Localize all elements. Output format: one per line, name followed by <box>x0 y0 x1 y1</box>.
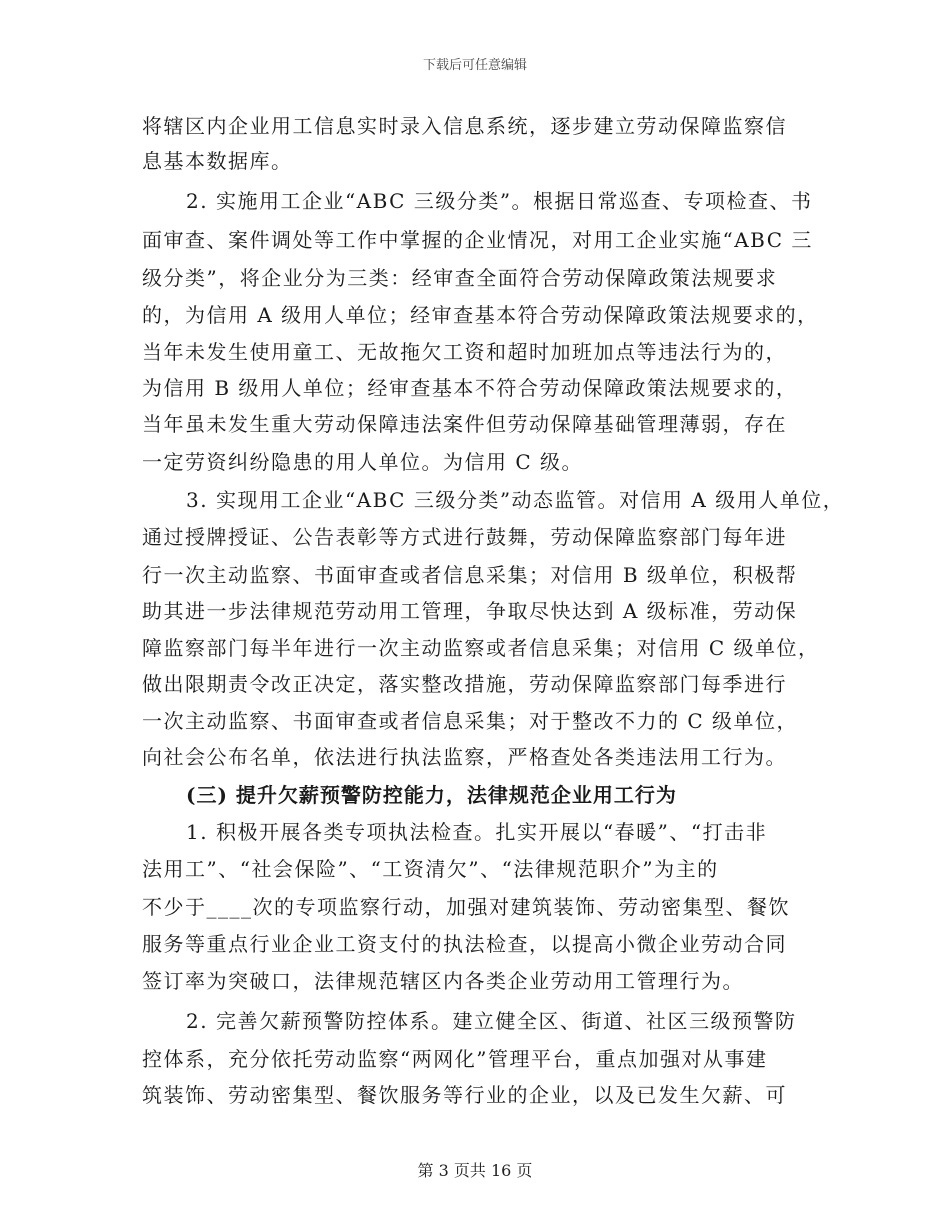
text-line: 一次主动监察、书面审查或者信息采集；对于整改不力的 C 级单位， <box>142 709 799 733</box>
text-line: 1. 积极开展各类专项执法检查。扎实开展以“春暖”、“打击非 <box>186 820 768 844</box>
text-line: 2. 完善欠薪预警防控体系。建立健全区、街道、社区三级预警防 <box>186 1009 797 1033</box>
section-heading: (三) 提升欠薪预警防控能力，法律规范企业用工行为 <box>186 783 677 807</box>
text-line: 2. 实施用工企业“ABC 三级分类”。根据日常巡查、专项检查、书 <box>186 189 813 213</box>
text-line: 的，为信用 A 级用人单位；经审查基本符合劳动保障政策法规要求的， <box>142 303 819 327</box>
text-line: 将辖区内企业用工信息实时录入信息系统，逐步建立劳动保障监察信 <box>142 114 787 138</box>
text-line: 面审查、案件调处等工作中掌握的企业情况，对用工企业实施“ABC 三 <box>142 228 813 252</box>
text-line: 服务等重点行业企业工资支付的执法检查，以提高小微企业劳动合同 <box>142 932 787 956</box>
text-line: 向社会公布名单，依法进行执法监察，严格查处各类违法用工行为。 <box>142 745 787 769</box>
page-footer: 第 3 页共 16 页 <box>417 1161 533 1180</box>
text-line: 做出限期责令改正决定，落实整改措施，劳动保障监察部门每季进行 <box>142 672 787 696</box>
text-line: 级分类”，将企业分为三类：经审查全面符合劳动保障政策法规要求 <box>142 266 778 290</box>
text-line: 一定劳资纠纷隐患的用人单位。为信用 C 级。 <box>142 450 584 474</box>
text-line: 当年虽未发生重大劳动保障违法案件但劳动保障基础管理薄弱，存在 <box>142 412 787 436</box>
text-line: 法用工”、“社会保险”、“工资清欠”、“法律规范职介”为主的 <box>142 857 719 881</box>
text-line: 控体系，充分依托劳动监察“两网化”管理平台，重点加强对从事建 <box>142 1047 768 1071</box>
text-line: 筑装饰、劳动密集型、餐饮服务等行业的企业，以及已发生欠薪、可 <box>142 1083 787 1107</box>
text-line: 3. 实现用工企业“ABC 三级分类”动态监管。对信用 A 级用人单位， <box>186 488 845 512</box>
text-line: 当年未发生使用童工、无故拖欠工资和超时加班加点等违法行为的， <box>142 340 787 364</box>
text-line: 签订率为突破口，法律规范辖区内各类企业劳动用工管理行为。 <box>142 969 744 993</box>
text-line: 通过授牌授证、公告表彰等方式进行鼓舞，劳动保障监察部门每年进 <box>142 525 787 549</box>
text-line: 行一次主动监察、书面审查或者信息采集；对信用 B 级单位，积极帮 <box>142 563 798 587</box>
text-line: 助其进一步法律规范劳动用工管理，争取尽快达到 A 级标准，劳动保 <box>142 599 798 623</box>
text-line: 为信用 B 级用人单位；经审查基本不符合劳动保障政策法规要求的， <box>142 376 798 400</box>
page-header: 下载后可任意编辑 <box>422 58 527 73</box>
text-line: 障监察部门每半年进行一次主动监察或者信息采集；对信用 C 级单位， <box>142 636 820 660</box>
text-line: 不少于____次的专项监察行动，加强对建筑装饰、劳动密集型、餐饮 <box>142 895 790 919</box>
text-line: 息基本数据库。 <box>142 149 293 173</box>
